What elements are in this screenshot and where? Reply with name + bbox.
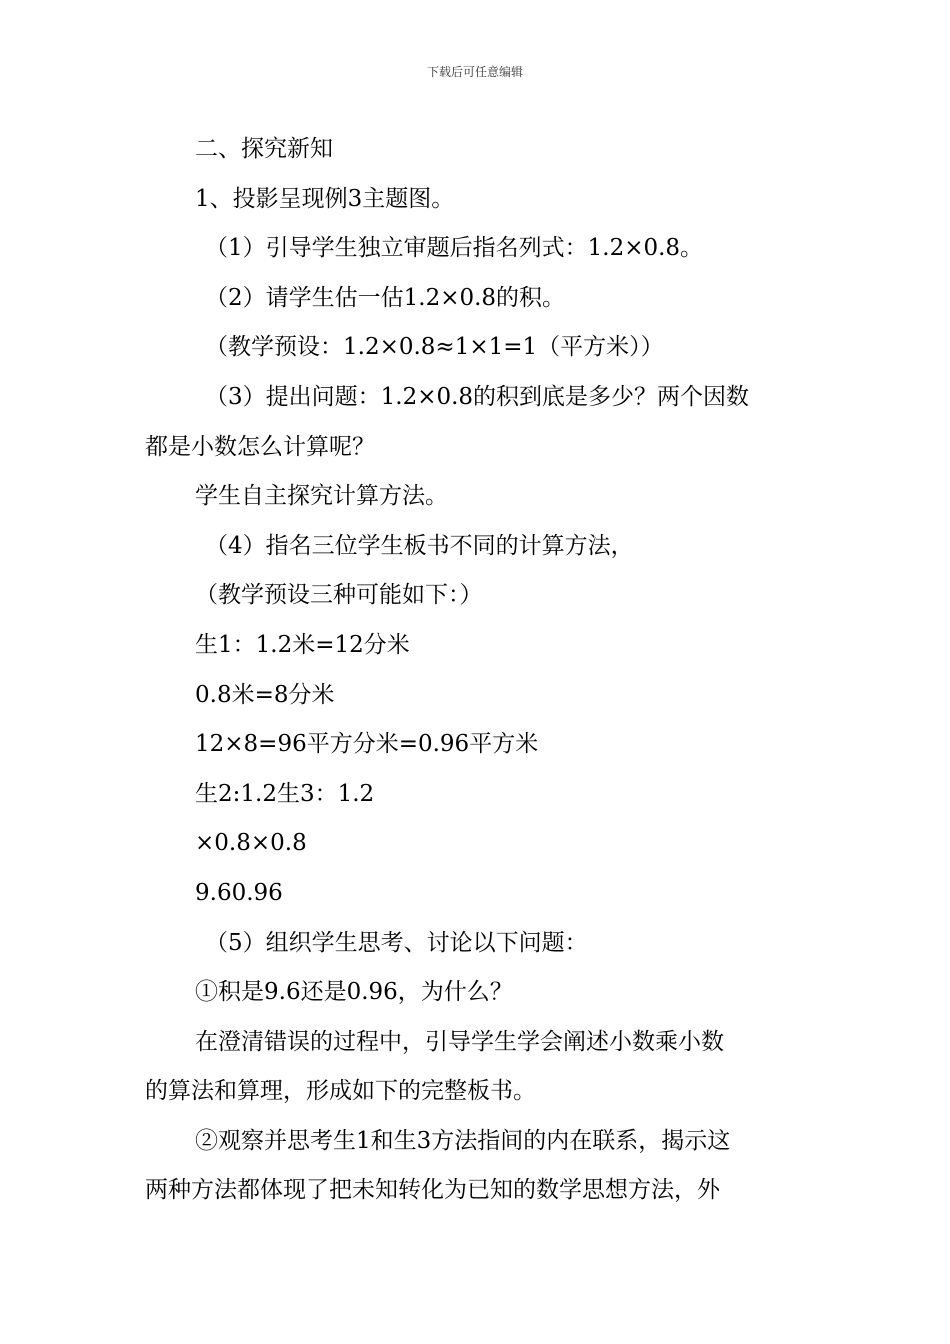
paragraph-line: 都是小数怎么计算呢？ — [145, 433, 375, 460]
paragraph-line: （5）组织学生思考、讨论以下问题： — [205, 929, 588, 956]
section-heading: 二、探究新知 — [195, 136, 333, 162]
paragraph-line: （教学预设三种可能如下：） — [195, 582, 483, 609]
paragraph-line: （3）提出问题：1.2×0.8的积到底是多少？两个因数 — [205, 383, 750, 410]
paragraph-line: 的算法和算理，形成如下的完整板书。 — [145, 1078, 536, 1105]
paragraph-line: （4）指名三位学生板书不同的计算方法， — [205, 532, 634, 559]
paragraph-line: 12×8=96平方分米=0.96平方米 — [195, 731, 539, 758]
document-body — [145, 125, 807, 1216]
paragraph-line: 0.8米=8分米 — [195, 681, 335, 708]
paragraph-line: ②观察并思考生1和生3方法指间的内在联系，揭示这 — [195, 1127, 731, 1154]
paragraph-line: 生1：1.2米=12分米 — [195, 631, 410, 658]
paragraph-line: （教学预设：1.2×0.8≈1×1=1（平方米）） — [205, 334, 664, 361]
paragraph-line: 1、投影呈现例3主题图。 — [195, 185, 455, 212]
paragraph-line: ×0.8×0.8 — [195, 830, 307, 857]
paragraph-line: （2）请学生估一估1.2×0.8的积。 — [205, 284, 566, 311]
paragraph-line: （1）引导学生独立审题后指名列式：1.2×0.8。 — [205, 235, 704, 262]
paragraph-line: 在澄清错误的过程中，引导学生学会阐述小数乘小数 — [195, 1028, 724, 1055]
page-header: 下载后可任意编辑 — [426, 65, 523, 79]
paragraph-line: 9.60.96 — [195, 879, 283, 906]
paragraph-line: 学生自主探究计算方法。 — [195, 483, 448, 510]
paragraph-line: 两种方法都体现了把未知转化为已知的数学思想方法，外 — [145, 1177, 720, 1204]
paragraph-line: 生2:1.2生3：1.2 — [195, 780, 375, 807]
paragraph-line: ①积是9.6还是0.96，为什么？ — [195, 979, 513, 1006]
